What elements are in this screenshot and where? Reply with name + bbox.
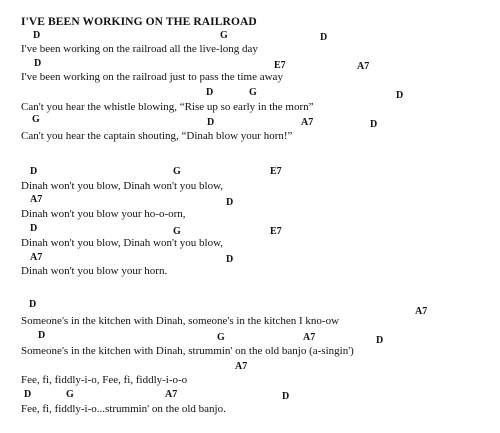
- chord: D: [226, 254, 234, 265]
- chord: D: [396, 90, 404, 101]
- chord: A7: [415, 306, 428, 317]
- chord: A7: [357, 61, 370, 72]
- chord: D: [29, 299, 37, 310]
- chord: E7: [274, 60, 286, 71]
- chord: D: [320, 32, 328, 43]
- chord: D: [38, 330, 46, 341]
- lyric-line: Can't you hear the captain shouting, “Dinah blow your horn!”: [21, 130, 293, 142]
- lyric-line: Dinah won't you blow your ho-o-orn,: [21, 208, 186, 220]
- song-title: I'VE BEEN WORKING ON THE RAILROAD: [21, 16, 257, 28]
- chord: G: [173, 166, 181, 177]
- chord: D: [30, 223, 38, 234]
- lyric-line: Dinah won't you blow your horn.: [21, 265, 168, 277]
- chord: D: [226, 197, 234, 208]
- lyric-line: Dinah won't you blow, Dinah won't you blow,: [21, 237, 224, 249]
- lyric-line: Fee, fi, fiddly-i-o, Fee, fi, fiddly-i-o-o: [21, 374, 188, 386]
- chord: D: [24, 389, 32, 400]
- chord: A7: [165, 389, 178, 400]
- chord: E7: [270, 226, 282, 237]
- chord: G: [66, 389, 74, 400]
- chord: G: [217, 332, 225, 343]
- lyric-line: I've been working on the railroad all the live-long day: [21, 43, 258, 55]
- chord: D: [207, 117, 215, 128]
- chord: G: [32, 114, 40, 125]
- chord: A7: [30, 194, 43, 205]
- chord: D: [206, 87, 214, 98]
- lyric-line: Fee, fi, fiddly-i-o...strummin' on the old banjo.: [21, 403, 226, 415]
- chord: D: [376, 335, 384, 346]
- lyric-line: Someone's in the kitchen with Dinah, someone's in the kitchen I kno-ow: [21, 315, 340, 327]
- chord: A7: [235, 361, 248, 372]
- chord: G: [220, 30, 228, 41]
- chord: A7: [303, 332, 316, 343]
- chord: D: [282, 391, 290, 402]
- lyric-line: Can't you hear the whistle blowing, “Rise up so early in the morn”: [21, 101, 314, 113]
- chord: A7: [30, 252, 43, 263]
- chord: D: [370, 119, 378, 130]
- chord: G: [249, 87, 257, 98]
- chord: D: [33, 30, 41, 41]
- chord: G: [173, 226, 181, 237]
- lyric-line: Dinah won't you blow, Dinah won't you blow,: [21, 180, 224, 192]
- chord: E7: [270, 166, 282, 177]
- chord: D: [34, 58, 42, 69]
- chord: D: [30, 166, 38, 177]
- lyric-line: Someone's in the kitchen with Dinah, strummin' on the old banjo (a-singin'): [21, 345, 354, 357]
- lyric-line: I've been working on the railroad just to pass the time away: [21, 71, 283, 83]
- chord: A7: [301, 117, 314, 128]
